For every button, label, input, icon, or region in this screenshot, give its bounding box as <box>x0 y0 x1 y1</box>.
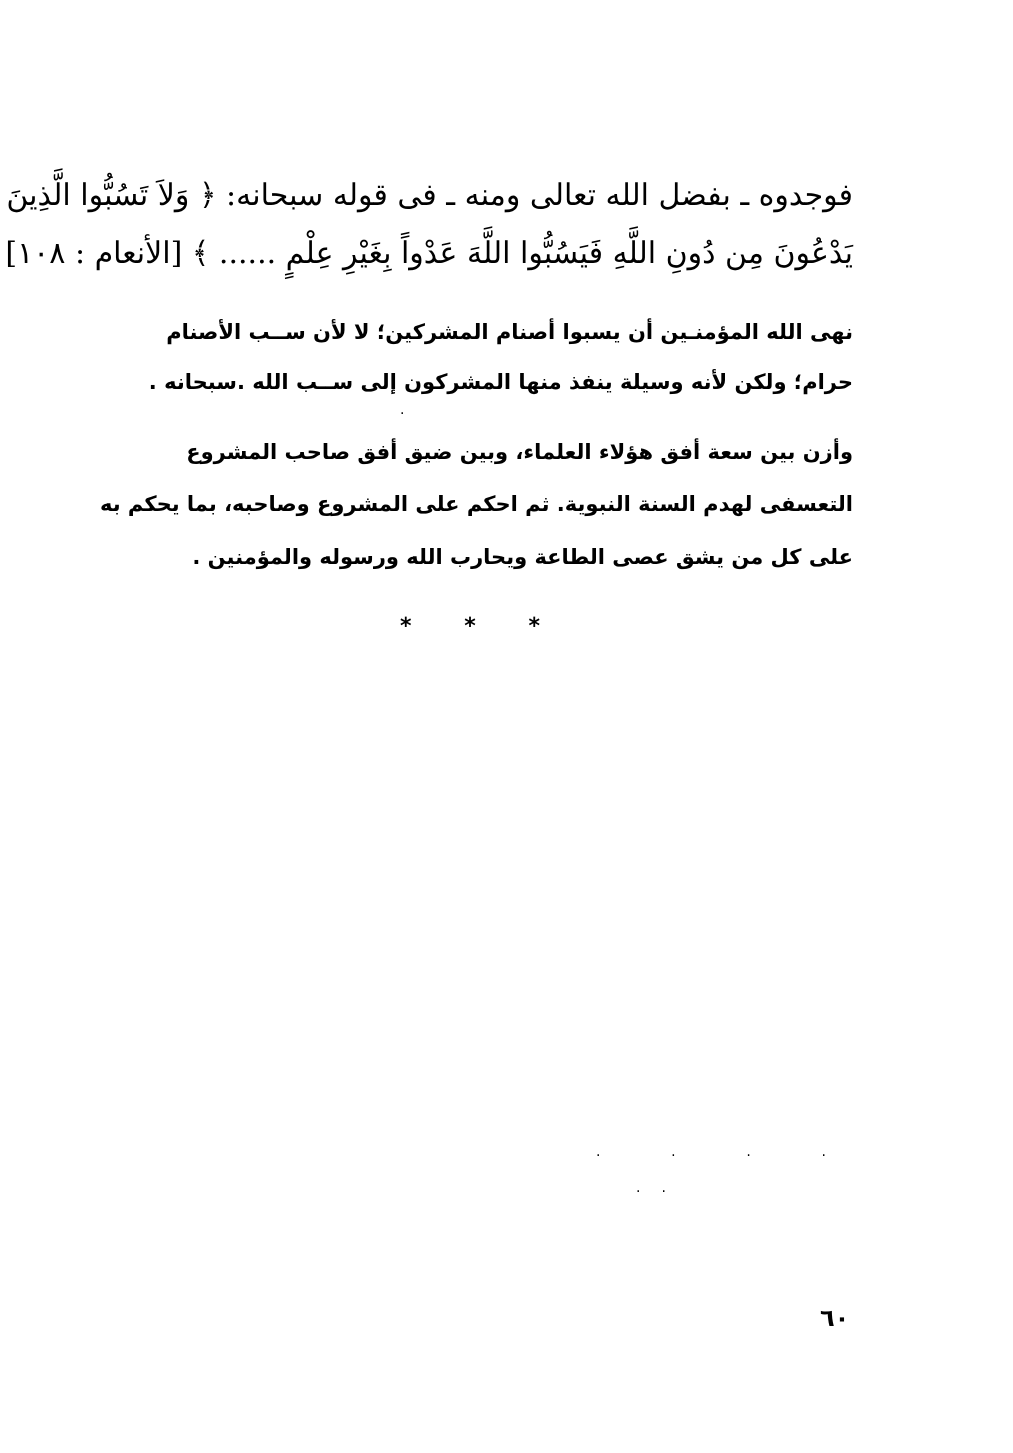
separator-star: * <box>400 614 412 639</box>
section-separator <box>400 614 540 639</box>
paragraph-1-line-2: يَدْعُونَ مِن دُونِ اللَّهِ فَيَسُبُّوا اللَّهَ عَدْواً بِغَيْرِ عِلْمٍ ...... ﴾ [الأنعام : ١٠٨] <box>5 236 853 271</box>
separator-star: * <box>464 614 476 639</box>
scan-specks: · · · · <box>596 1148 826 1164</box>
paragraph-3-line-3: على كل من يشق عصى الطاعة ويحارب الله ورسوله والمؤمنين . <box>192 545 853 569</box>
stray-mark: · <box>400 406 405 422</box>
scan-specks: · · <box>636 1184 666 1200</box>
paragraph-3-line-1: وأزن بين سعة أفق هؤلاء العلماء، وبين ضيق أفق صاحب المشروع <box>186 440 853 464</box>
paragraph-3-line-2: التعسفى لهدم السنة النبوية. ثم احكم على المشروع وصاحبه، بما يحكم به <box>99 492 853 516</box>
page-number: ٦٠ <box>820 1304 850 1332</box>
separator-star: * <box>528 614 540 639</box>
paragraph-1-line-1: فوجدوه ـ بفضل الله تعالى ومنه ـ فى قوله سبحانه: ﴿ وَلاَ تَسُبُّوا الَّذِينَ <box>6 178 853 213</box>
paragraph-2-line-2: حرام؛ ولكن لأنه وسيلة ينفذ منها المشركون إلى ســب الله .سبحانه . <box>148 370 853 394</box>
paragraph-2-line-1: نهى الله المؤمنـين أن يسبوا أصنام المشركين؛ لا لأن ســب الأصنام <box>166 320 853 344</box>
